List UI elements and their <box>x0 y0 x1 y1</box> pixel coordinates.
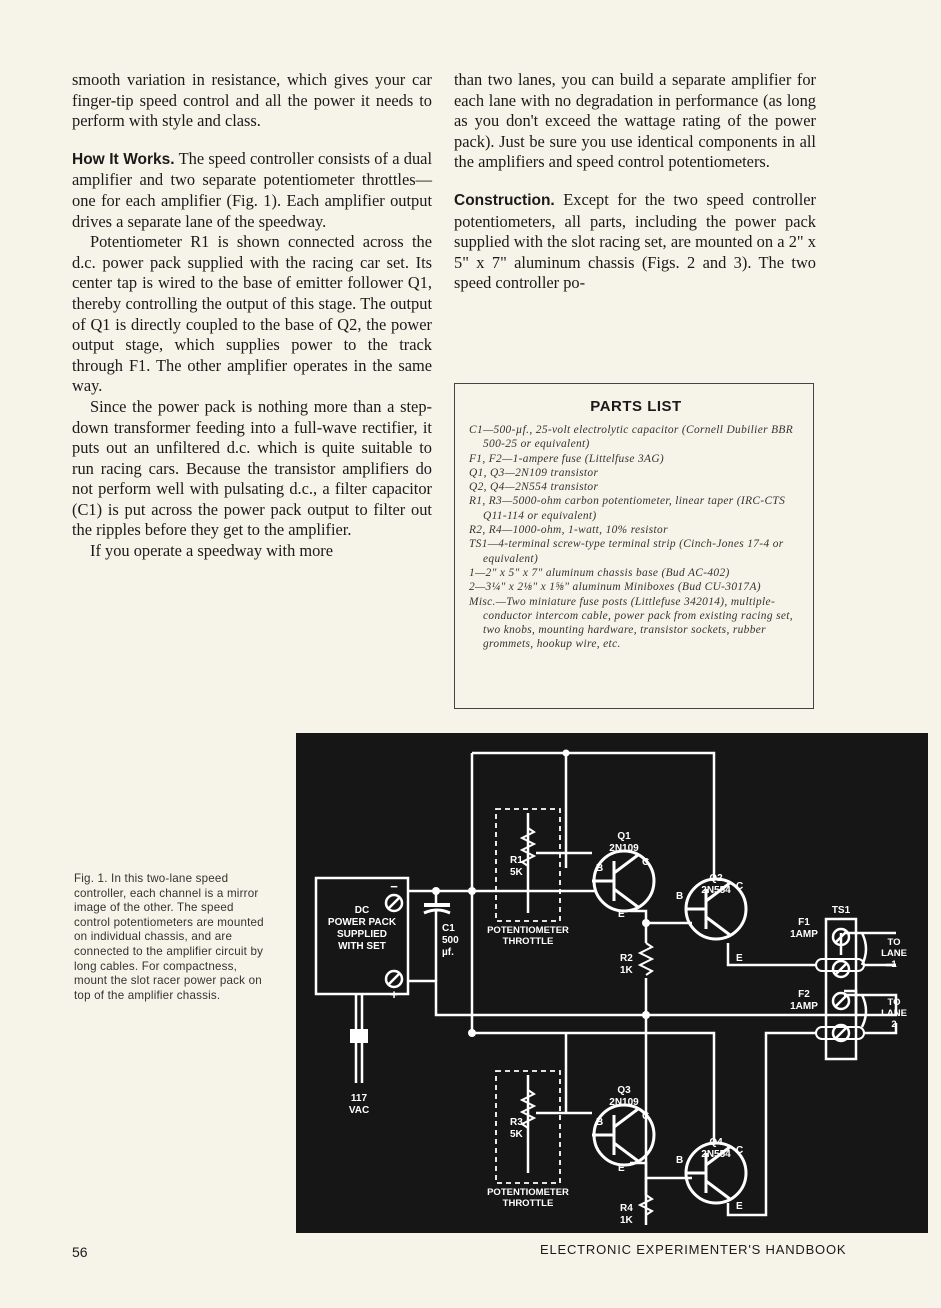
q4-collector-pin: C <box>736 1145 744 1156</box>
q4-emitter-pin: E <box>736 1201 743 1212</box>
parts-list-item: Misc.—Two miniature fuse posts (Littlefuse 342014), multiple-conductor intercom cable, power pack from existing racing set, two knobs, mounting hardware, transistor sockets, rubber grommets, hookup wire, etc. <box>469 595 793 651</box>
f2-rating: 1AMP <box>790 1001 818 1012</box>
r1-label: R1 <box>510 855 523 866</box>
plus-label: + <box>390 987 398 1002</box>
q1-collector-pin: C <box>642 857 650 868</box>
lane2-label: LANE <box>881 1008 907 1019</box>
construction-text: Except for the two speed controller potentiometers, all parts, including the power pack supplied with the slot racing set, are mounted on a 2" x 5" x 7" aluminum chassis (Figs. 2 and 3). The two speed controller po- <box>454 189 816 293</box>
q3-type: 2N109 <box>609 1097 639 1108</box>
parts-list-title: PARTS LIST <box>590 398 682 415</box>
how-it-works-paragraph <box>72 149 432 232</box>
q2-emitter-pin: E <box>736 953 743 964</box>
power-pack-label: DC <box>354 905 370 916</box>
r3-label: R3 <box>510 1117 523 1128</box>
q3-emitter-pin: E <box>618 1163 625 1174</box>
q4-type: 2N554 <box>701 1149 731 1160</box>
c1-value: 500 <box>442 935 459 946</box>
q1-label: Q1 <box>617 831 631 842</box>
ac-plug-icon <box>350 1029 368 1043</box>
lane1-label: TO <box>887 937 901 948</box>
q2-type: 2N554 <box>701 885 731 896</box>
how-it-works-text: The speed controller consists of a dual amplifier and two separate potentiometer throttles—one for each amplifier (Fig. 1). Each amplifier output drives a separate lane of the speedway. <box>72 148 432 231</box>
ts1-label: TS1 <box>831 905 851 916</box>
q3-collector-pin: C <box>642 1111 650 1122</box>
construction-paragraph <box>454 190 816 294</box>
r2-label: R2 <box>620 953 633 964</box>
r3-value: 5K <box>510 1129 523 1140</box>
parts-list-item: F1, F2—1-ampere fuse (Littelfuse 3AG) <box>469 452 665 465</box>
q3-base-pin: B <box>596 1117 604 1128</box>
power-pack-label: SUPPLIED <box>336 929 388 940</box>
r2-value: 1K <box>620 965 633 976</box>
parts-list-item: Q1, Q3—2N109 transistor <box>469 466 599 479</box>
q4-label: Q4 <box>709 1137 723 1148</box>
how-it-works-heading: How It Works. <box>72 150 175 168</box>
lane1-label: LANE <box>881 948 907 959</box>
left-paragraph-5: If you operate a speedway with more <box>90 541 334 561</box>
right-paragraph-1: than two lanes, you can build a separate amplifier for each lane with no degradation in performance (as long as you don't exceed the wattage rating of the power pack). Just be sure you use identical components in all the amplifiers and speed control potentiometers. <box>454 70 816 172</box>
parts-list-box <box>454 383 814 709</box>
q1-emitter-pin: E <box>618 909 625 920</box>
minus-label: − <box>390 879 398 894</box>
f1-label: F1 <box>798 917 810 928</box>
left-paragraph-1: smooth variation in resistance, which gives your car finger-tip speed control and all the power it needs to perform with style and class. <box>72 70 432 131</box>
q1-type: 2N109 <box>609 843 639 854</box>
lane1-label: 1 <box>891 959 897 970</box>
parts-list-item: R2, R4—1000-ohm, 1-watt, 10% resistor <box>469 524 668 537</box>
parts-list-item: 2—3¼" x 2⅛" x 1⅝" aluminum Miniboxes (Bud CU-3017A) <box>469 581 761 594</box>
r4-value: 1K <box>620 1215 633 1226</box>
parts-list-item: C1—500-µf., 25-volt electrolytic capacitor (Cornell Dubilier BBR 500-25 or equivalent) <box>469 424 794 451</box>
r4-label: R4 <box>620 1203 633 1214</box>
q2-label: Q2 <box>709 873 723 884</box>
lane2-label: TO <box>887 997 901 1008</box>
c1-unit: µf. <box>442 947 454 958</box>
pot-throttle-label: THROTTLE <box>502 936 554 947</box>
c1-label: C1 <box>442 923 455 934</box>
page-number: 56 <box>72 1244 88 1260</box>
parts-list-item: TS1—4-terminal screw-type terminal strip (Cinch-Jones 17-4 or equivalent) <box>469 538 784 565</box>
circuit-schematic <box>296 733 928 1233</box>
f2-label: F2 <box>798 989 810 1000</box>
f1-rating: 1AMP <box>790 929 818 940</box>
figure-caption: Fig. 1. In this two-lane speed controller, each channel is a mirror image of the other. The speed control potentiometers are mounted on individual chassis, and are connected to the amplifier circuit by long cables. For compactness, mount the slot racer power pack on top of the amplifier chassis. <box>74 872 264 1002</box>
q2-base-pin: B <box>676 891 684 902</box>
parts-list-item: Q2, Q4—2N554 transistor <box>469 481 599 494</box>
power-pack-label: WITH SET <box>338 941 386 952</box>
q2-collector-pin: C <box>736 881 744 892</box>
right-column <box>454 70 816 294</box>
left-paragraph-4: Since the power pack is nothing more than a step-down transformer feeding into a full-wave rectifier, it puts out an unfiltered d.c. which is quite suitable to run racing cars. Because the transistor amplifiers do not perform well with pulsating d.c., a filter capacitor (C1) is put across the power pack output to filter out the ripples before they get to the amplifier. <box>72 396 432 540</box>
q1-base-pin: B <box>596 863 604 874</box>
pot-throttle-label: POTENTIOMETER <box>487 925 569 936</box>
ac-label: 117 <box>350 1093 368 1104</box>
left-column <box>72 70 432 562</box>
pot-throttle-label: THROTTLE <box>502 1198 554 1209</box>
parts-list-item: 1—2" x 5" x 7" aluminum chassis base (Bud AC-402) <box>469 566 730 579</box>
q4-base-pin: B <box>676 1155 684 1166</box>
r1-value: 5K <box>510 867 523 878</box>
ac-label: VAC <box>348 1105 370 1116</box>
left-paragraph-3: Potentiometer R1 is shown connected across the d.c. power pack supplied with the racing car set. Its center tap is wired to the base of emitter follower Q1, thereby controlling the output of this stage. The output of Q1 is directly coupled to the base of Q2, the power output stage, which supplies power to the track through F1. The other amplifier operates in the same way. <box>72 232 432 396</box>
construction-heading: Construction. <box>454 191 555 209</box>
power-pack-label: POWER PACK <box>327 917 397 928</box>
q3-label: Q3 <box>617 1085 631 1096</box>
lane2-label: 2 <box>891 1019 897 1030</box>
parts-list-item: R1, R3—5000-ohm carbon potentiometer, linear taper (IRC-CTS Q11-114 or equivalent) <box>469 495 786 522</box>
pot-throttle-label: POTENTIOMETER <box>487 1187 569 1198</box>
parts-list <box>469 423 803 652</box>
footer-title: ELECTRONIC EXPERIMENTER'S HANDBOOK <box>540 1242 847 1257</box>
